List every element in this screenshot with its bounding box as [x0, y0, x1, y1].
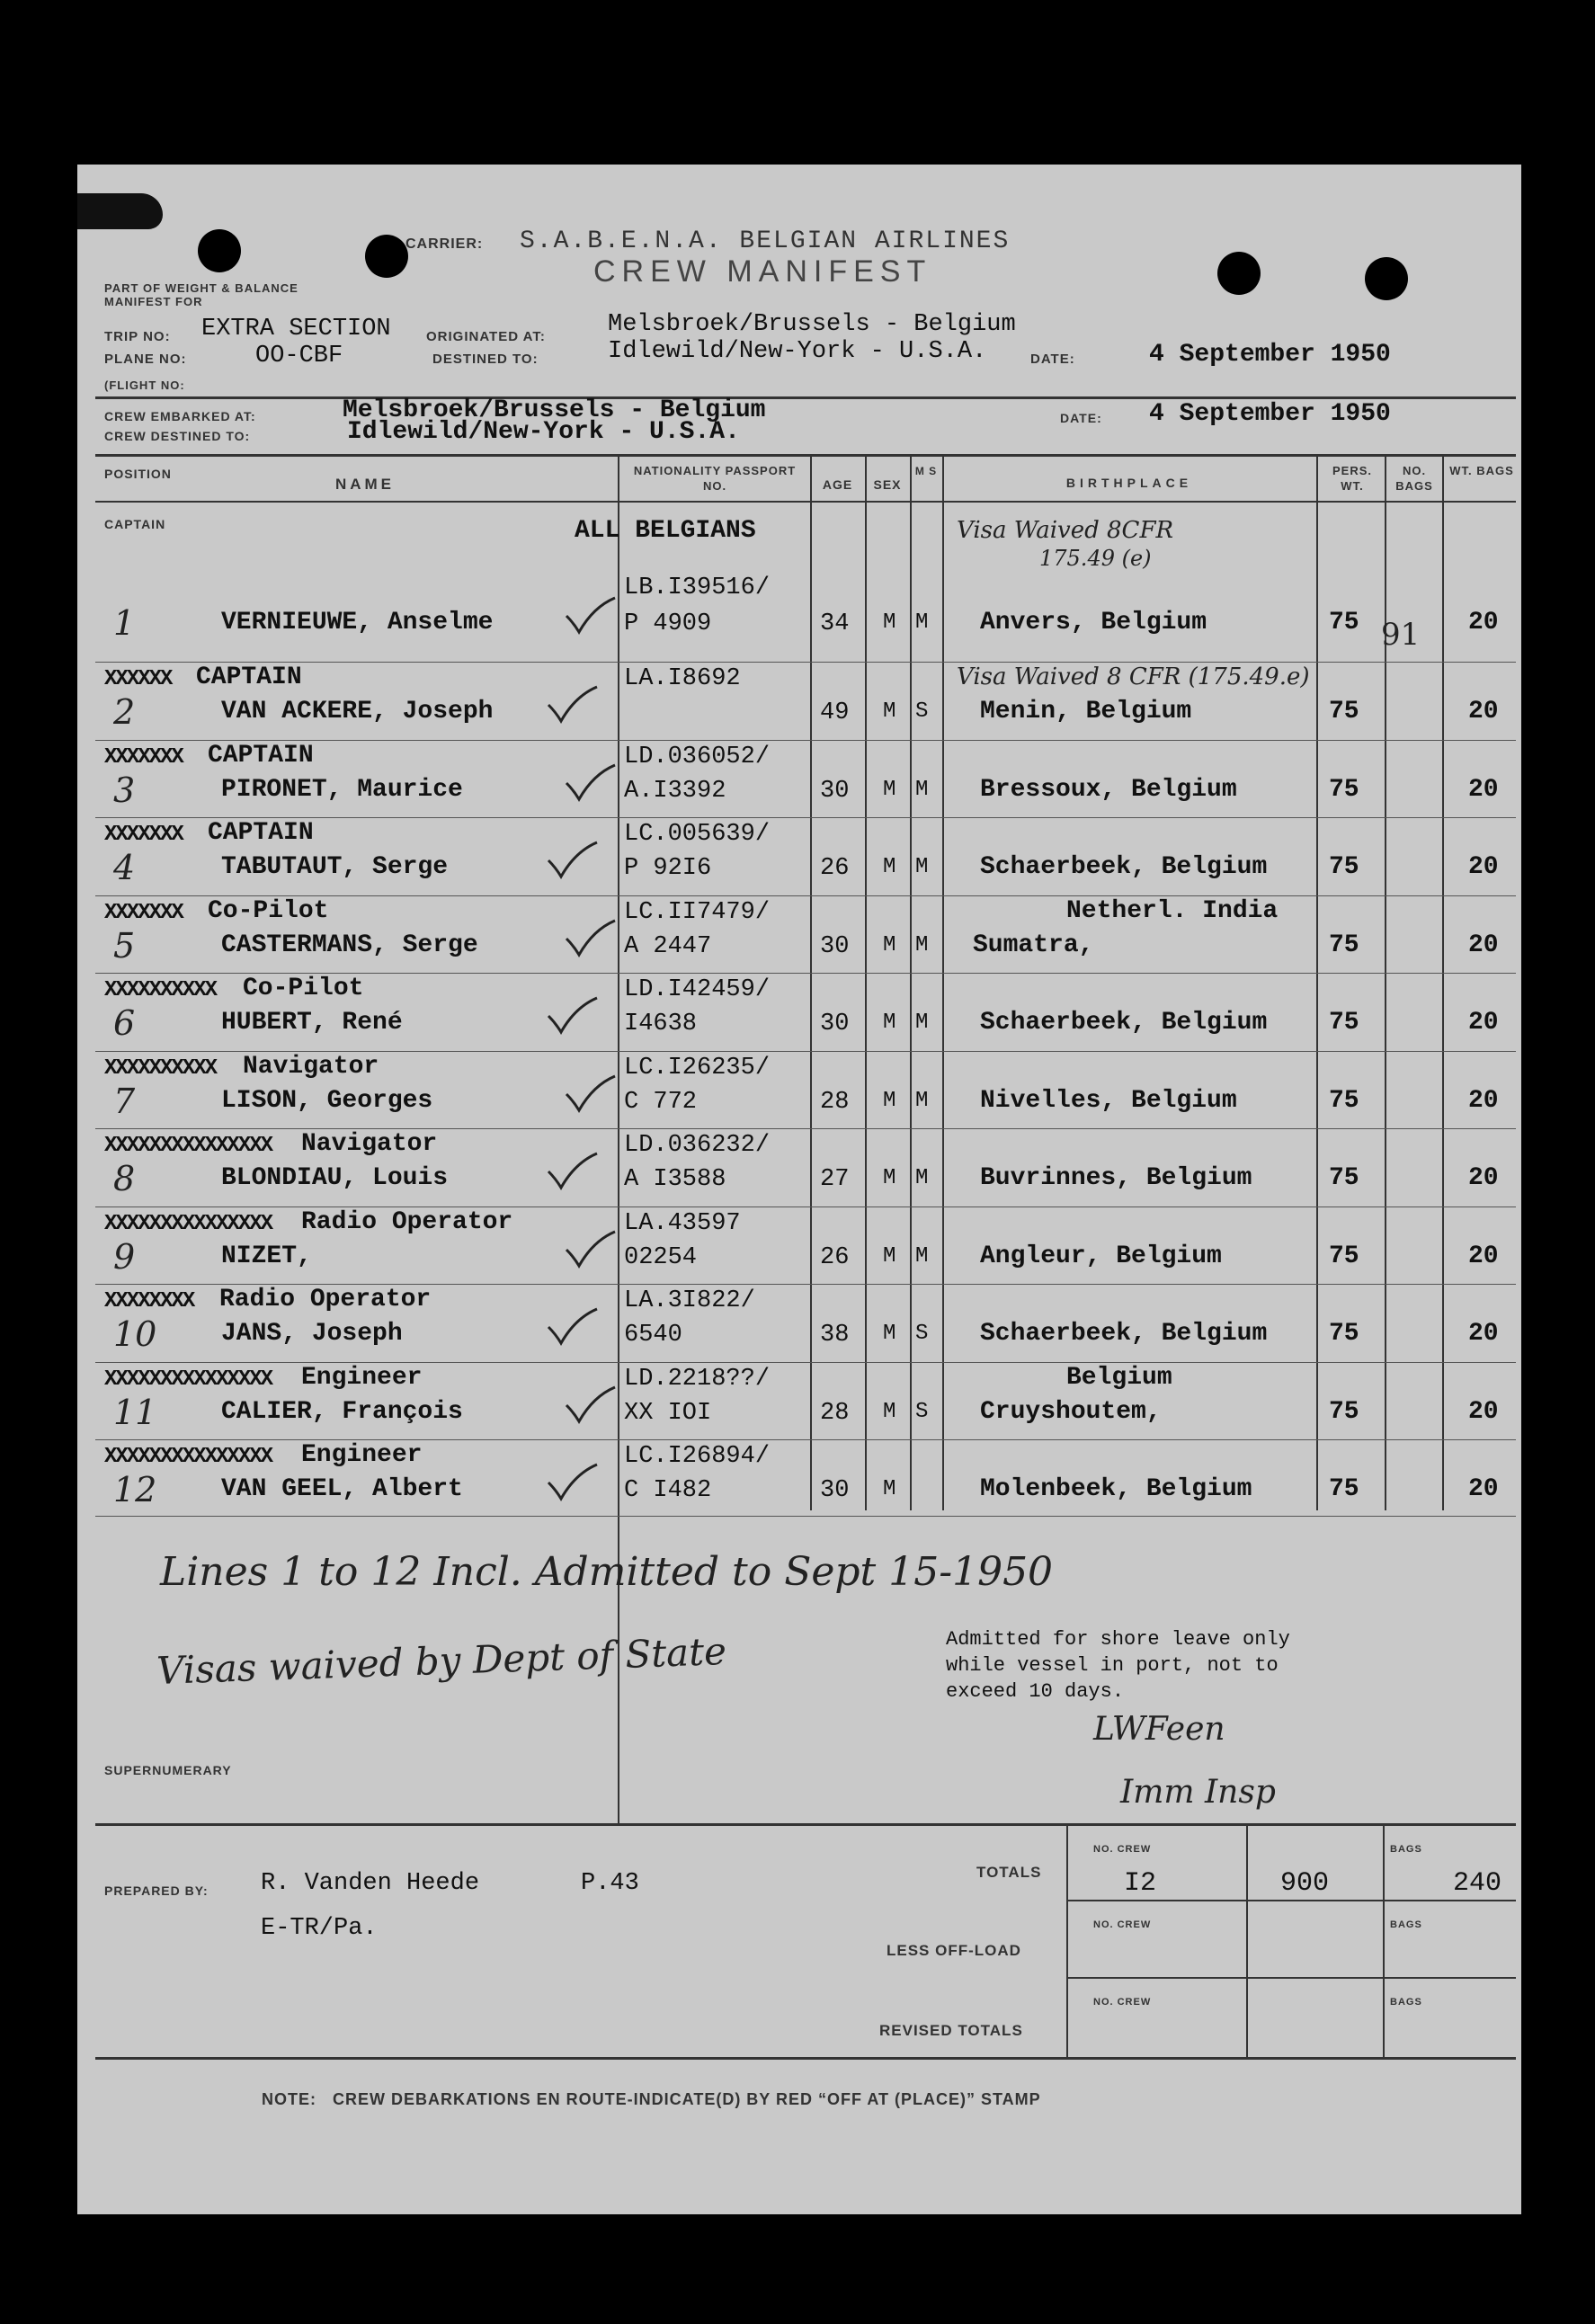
- sex: M: [883, 1477, 896, 1501]
- marital-status: M: [915, 1166, 929, 1190]
- row-divider: [95, 1051, 1516, 1052]
- birthplace: Buvrinnes, Belgium: [980, 1164, 1252, 1192]
- col-line: [1385, 454, 1386, 1510]
- page-title: CREW MANIFEST: [593, 254, 932, 289]
- passport-no: LD.036052/: [624, 744, 771, 770]
- passport-no: LC.II7479/: [624, 899, 771, 926]
- bags-weight: 20: [1468, 1242, 1499, 1270]
- crew-date: 4 September 1950: [1149, 400, 1391, 428]
- sex: M: [883, 610, 896, 635]
- divider: [95, 2057, 1516, 2060]
- bags-weight: 20: [1468, 931, 1499, 959]
- birthplace: Cruyshoutem,: [980, 1398, 1162, 1426]
- pers-weight: 75: [1329, 1398, 1359, 1426]
- visa-note: Visa Waived 8CFR: [957, 517, 1174, 544]
- torn-corner: [77, 193, 163, 229]
- crew-position: Navigator: [301, 1130, 438, 1158]
- shore-leave-line: Admitted for shore leave only: [946, 1628, 1290, 1651]
- bags-weight: 20: [1468, 853, 1499, 881]
- passport-no: LC.I26894/: [624, 1443, 771, 1470]
- col-line: [618, 454, 619, 1825]
- crew-name: JANS, Joseph: [221, 1320, 403, 1348]
- col-pers-wt: PERS. WT.: [1332, 464, 1372, 493]
- shore-leave-line: while vessel in port, not to: [946, 1654, 1279, 1677]
- crew-position: Radio Operator: [219, 1286, 432, 1313]
- totals-label: TOTALS: [976, 1864, 1042, 1881]
- struck-position: XXXXXXXXXXXXXXX: [104, 1367, 272, 1392]
- bags-weight: 20: [1468, 1398, 1499, 1426]
- marital-status: M: [915, 855, 929, 879]
- totals-line: [1066, 1900, 1516, 1901]
- check-mark-icon: [563, 1385, 617, 1425]
- row-divider: [95, 1439, 1516, 1440]
- sex: M: [883, 778, 896, 802]
- check-mark-icon: [545, 1152, 599, 1191]
- row-divider: [95, 740, 1516, 741]
- col-line: [1316, 454, 1318, 1510]
- crew-embarked-label: CREW EMBARKED AT:: [104, 409, 256, 423]
- sex: M: [883, 1166, 896, 1190]
- sex: M: [883, 1322, 896, 1346]
- check-mark-icon: [563, 1074, 617, 1114]
- trip-no-label: TRIP NO:: [104, 329, 171, 344]
- marital-status: S: [915, 1322, 929, 1346]
- marital-status: M: [915, 933, 929, 957]
- row-divider: [95, 895, 1516, 896]
- sex: M: [883, 855, 896, 879]
- birthplace: Nivelles, Belgium: [980, 1087, 1237, 1115]
- sex: M: [883, 699, 896, 724]
- col-age: AGE: [822, 477, 853, 492]
- part-of-label: PART OF WEIGHT & BALANCE MANIFEST FOR: [104, 281, 299, 308]
- crew-position: Co-Pilot: [208, 897, 329, 925]
- divider: [95, 1823, 1516, 1826]
- crew-destined-label: CREW DESTINED TO:: [104, 429, 251, 443]
- row-number: 1: [113, 603, 136, 643]
- all-belgians-note: ALL BELGIANS: [575, 517, 756, 545]
- check-mark-icon: [545, 1307, 599, 1347]
- handwritten-admission-note: Lines 1 to 12 Incl. Admitted to Sept 15-1950: [160, 1549, 1054, 1595]
- row-number: 9: [113, 1237, 136, 1277]
- crew-name: NIZET,: [221, 1242, 312, 1270]
- row-number: 2: [113, 692, 136, 732]
- divider: [95, 396, 1516, 399]
- check-mark-icon: [563, 596, 617, 636]
- marital-status: S: [915, 699, 929, 724]
- prepared-ref: P.43: [581, 1870, 639, 1897]
- passport-no: 02254: [624, 1244, 698, 1271]
- footer-note: NOTE: CREW DEBARKATIONS EN ROUTE-INDICATE(D) BY RED “OFF AT (PLACE)” STAMP: [262, 2090, 1041, 2108]
- marital-status: M: [915, 778, 929, 802]
- age: 28: [820, 1400, 850, 1427]
- crew-name: CASTERMANS, Serge: [221, 931, 478, 959]
- crew-position: CAPTAIN: [208, 742, 314, 770]
- check-mark-icon: [545, 996, 599, 1036]
- row-number: 6: [113, 1003, 136, 1043]
- row-number: 5: [113, 926, 136, 966]
- bags-weight: 20: [1468, 609, 1499, 637]
- crew-name: HUBERT, René: [221, 1009, 403, 1037]
- check-mark-icon: [563, 919, 617, 958]
- destined-to-label: DESTINED TO:: [432, 352, 539, 367]
- check-mark-icon: [545, 841, 599, 880]
- visa-note: 175.49 (e): [1039, 546, 1152, 571]
- col-line: [942, 454, 944, 1510]
- passport-no: LC.005639/: [624, 821, 771, 848]
- passport-no: A 2447: [624, 933, 712, 960]
- passport-no: A I3588: [624, 1166, 726, 1193]
- col-nationality: NATIONALITY PASSPORT NO.: [633, 464, 797, 493]
- carrier-label: CARRIER:: [405, 236, 484, 252]
- no-crew-label: NO. CREW: [1093, 1844, 1152, 1855]
- inspector-title: Imm Insp: [1120, 1774, 1276, 1811]
- check-mark-icon: [545, 1463, 599, 1502]
- pers-weight: 75: [1329, 1009, 1359, 1037]
- bags-weight: 20: [1468, 776, 1499, 804]
- punch-hole: [198, 229, 241, 272]
- sex: M: [883, 1400, 896, 1424]
- birthplace: Schaerbeek, Belgium: [980, 853, 1268, 881]
- pers-weight: 75: [1329, 931, 1359, 959]
- passport-no: XX IOI: [624, 1400, 712, 1427]
- bags-weight: 20: [1468, 1087, 1499, 1115]
- totals-line: [1383, 1825, 1385, 2059]
- revised-totals-label: REVISED TOTALS: [879, 2022, 1023, 2039]
- passport-no: LD.036232/: [624, 1132, 771, 1159]
- crew-position: Co-Pilot: [243, 975, 364, 1002]
- struck-position: XXXXXXXXXX: [104, 978, 217, 1002]
- passport-no: LB.I39516/: [624, 574, 771, 601]
- prepared-by-label: PREPARED BY:: [104, 1883, 209, 1898]
- crew-position: Engineer: [301, 1441, 423, 1469]
- pers-weight: 75: [1329, 1087, 1359, 1115]
- row-divider: [95, 662, 1516, 663]
- less-offload-label: LESS OFF-LOAD: [887, 1942, 1021, 1959]
- passport-no: C 772: [624, 1089, 698, 1116]
- supernumerary-label: SUPERNUMERARY: [104, 1763, 232, 1777]
- bags-weight: 20: [1468, 1009, 1499, 1037]
- col-birthplace: BIRTHPLACE: [1065, 476, 1193, 490]
- birthplace: Belgium: [1066, 1364, 1172, 1392]
- passport-no: LC.I26235/: [624, 1055, 771, 1082]
- struck-position: XXXXXX: [104, 667, 172, 691]
- row-number: 4: [113, 848, 136, 887]
- pers-weight: 75: [1329, 1320, 1359, 1348]
- row-number: 8: [113, 1159, 136, 1198]
- birthplace: Molenbeek, Belgium: [980, 1475, 1252, 1503]
- visa-note: Visa Waived 8 CFR (175.49.e): [957, 663, 1310, 690]
- plane-no-label: PLANE NO:: [104, 352, 187, 367]
- check-mark-icon: [545, 685, 599, 725]
- punch-hole: [1217, 252, 1261, 295]
- marital-status: M: [915, 610, 929, 635]
- marital-status: M: [915, 1244, 929, 1269]
- total-bags: 240: [1453, 1868, 1502, 1899]
- sex: M: [883, 1244, 896, 1269]
- birthplace: Netherl. India: [1066, 897, 1279, 925]
- passport-no: LD.I42459/: [624, 976, 771, 1003]
- carrier-name: S.A.B.E.N.A. BELGIAN AIRLINES: [520, 227, 1011, 255]
- bags-weight: 20: [1468, 1475, 1499, 1503]
- inspector-signature: LWFeen: [1093, 1711, 1225, 1748]
- struck-position: XXXXXXXX: [104, 1289, 194, 1313]
- crew-name: BLONDIAU, Louis: [221, 1164, 449, 1192]
- crew-name: PIRONET, Maurice: [221, 776, 463, 804]
- total-crew: I2: [1124, 1868, 1157, 1899]
- totals-line: [1066, 1825, 1068, 2059]
- originated-at: Melsbroek/Brussels - Belgium: [608, 311, 1016, 338]
- row-number: 7: [113, 1082, 136, 1121]
- age: 30: [820, 778, 850, 805]
- captain-label: CAPTAIN: [104, 517, 166, 531]
- punch-hole: [365, 235, 408, 278]
- check-mark-icon: [563, 1230, 617, 1269]
- passport-no: P 92I6: [624, 855, 712, 882]
- punch-hole: [1365, 257, 1408, 300]
- col-position: POSITION: [104, 467, 172, 481]
- birthplace: Schaerbeek, Belgium: [980, 1320, 1268, 1348]
- originated-at-label: ORIGINATED AT:: [426, 329, 546, 344]
- marital-status: S: [915, 1400, 929, 1424]
- row-divider: [95, 817, 1516, 818]
- age: 26: [820, 855, 850, 882]
- crew-name: CALIER, François: [221, 1398, 463, 1426]
- destined-to: Idlewild/New-York - U.S.A.: [608, 338, 987, 365]
- row-number: 11: [113, 1393, 157, 1432]
- bags-label: BAGS: [1390, 1844, 1422, 1855]
- row-number: 12: [113, 1470, 157, 1509]
- birthplace: Menin, Belgium: [980, 698, 1192, 726]
- passport-no: LA.3I822/: [624, 1287, 755, 1314]
- pers-weight: 75: [1329, 1475, 1359, 1503]
- col-line: [1442, 454, 1444, 1510]
- flight-no-label: (FLIGHT NO:: [104, 378, 185, 392]
- bags-label: BAGS: [1390, 1919, 1422, 1930]
- age: 30: [820, 1011, 850, 1037]
- pers-weight: 75: [1329, 776, 1359, 804]
- struck-position: XXXXXXXXXXXXXXX: [104, 1212, 272, 1236]
- pers-weight: 75: [1329, 853, 1359, 881]
- struck-position: XXXXXXXXXXXXXXX: [104, 1445, 272, 1469]
- col-line: [810, 454, 812, 1510]
- crew-position: Radio Operator: [301, 1208, 513, 1236]
- crew-name: VERNIEUWE, Anselme: [221, 609, 494, 637]
- crew-position: CAPTAIN: [208, 819, 314, 847]
- crew-position: CAPTAIN: [196, 663, 302, 691]
- sex: M: [883, 933, 896, 957]
- no-crew-label: NO. CREW: [1093, 1997, 1152, 2008]
- marital-status: M: [915, 1011, 929, 1035]
- crew-name: TABUTAUT, Serge: [221, 853, 449, 881]
- passport-no: I4638: [624, 1011, 698, 1037]
- sex: M: [883, 1011, 896, 1035]
- total-weight: 900: [1280, 1868, 1330, 1899]
- struck-position: XXXXXXX: [104, 823, 183, 847]
- birthplace: Angleur, Belgium: [980, 1242, 1222, 1270]
- birthplace: Schaerbeek, Belgium: [980, 1009, 1268, 1037]
- bags-weight: 20: [1468, 1320, 1499, 1348]
- date-label: DATE:: [1030, 352, 1075, 367]
- age: 28: [820, 1089, 850, 1116]
- manifest-sheet: [77, 165, 1521, 2214]
- col-line: [865, 454, 867, 1510]
- passport-no: A.I3392: [624, 778, 726, 805]
- bags-label: BAGS: [1390, 1997, 1422, 2008]
- passport-no: LA.I8692: [624, 665, 741, 692]
- birthplace: Sumatra,: [973, 931, 1094, 959]
- crew-name: VAN ACKERE, Joseph: [221, 698, 494, 726]
- date: 4 September 1950: [1149, 341, 1391, 369]
- no-crew-label: NO. CREW: [1093, 1919, 1152, 1930]
- crew-destined: Idlewild/New-York - U.S.A.: [347, 418, 740, 446]
- col-line: [910, 454, 912, 1510]
- row-number: 3: [113, 770, 136, 810]
- age: 49: [820, 699, 850, 726]
- totals-line: [1246, 1825, 1248, 2059]
- marital-status: M: [915, 1089, 929, 1113]
- passport-no: P 4909: [624, 610, 712, 637]
- crew-position: Navigator: [243, 1053, 379, 1081]
- crew-name: VAN GEEL, Albert: [221, 1475, 463, 1503]
- col-no-bags: NO. BAGS: [1395, 464, 1433, 493]
- prepared-dept: E-TR/Pa.: [261, 1915, 378, 1942]
- totals-line: [1066, 1977, 1516, 1979]
- row-divider: [95, 1516, 1516, 1517]
- sex: M: [883, 1089, 896, 1113]
- age: 30: [820, 1477, 850, 1504]
- trip-no: EXTRA SECTION: [201, 316, 391, 343]
- pers-weight: 75: [1329, 698, 1359, 726]
- age: 30: [820, 933, 850, 960]
- col-sex: SEX: [873, 477, 902, 492]
- crew-position: Engineer: [301, 1364, 423, 1392]
- crew-date-label: DATE:: [1060, 411, 1102, 425]
- age: 38: [820, 1322, 850, 1349]
- header-bottom: [95, 501, 1516, 503]
- crew-name: LISON, Georges: [221, 1087, 433, 1115]
- bags-weight: 20: [1468, 1164, 1499, 1192]
- birthplace: Anvers, Belgium: [980, 609, 1207, 637]
- passport-no: LD.2218??/: [624, 1366, 771, 1393]
- passport-no: 6540: [624, 1322, 682, 1349]
- row-divider: [95, 1284, 1516, 1285]
- prepared-by: R. Vanden Heede: [261, 1870, 480, 1897]
- check-mark-icon: [563, 763, 617, 803]
- age: 27: [820, 1166, 850, 1193]
- pers-weight: 75: [1329, 1164, 1359, 1192]
- pers-weight: 75: [1329, 1242, 1359, 1270]
- plane-no: OO-CBF: [255, 343, 343, 370]
- bags-note: 91: [1381, 617, 1421, 653]
- handwritten-visa-note: Visas waived by Dept of State: [156, 1628, 727, 1694]
- table-top: [95, 454, 1516, 457]
- struck-position: XXXXXXX: [104, 901, 183, 925]
- pers-weight: 75: [1329, 609, 1359, 637]
- passport-no: C I482: [624, 1477, 712, 1504]
- col-name: NAME: [334, 476, 396, 493]
- struck-position: XXXXXXXXXXXXXXX: [104, 1134, 272, 1158]
- crew-embarked: Melsbroek/Brussels - Belgium: [343, 396, 766, 424]
- col-ms: M S: [914, 465, 938, 477]
- age: 26: [820, 1244, 850, 1271]
- struck-position: XXXXXXX: [104, 745, 183, 770]
- col-wt-bags: WT. BAGS: [1449, 464, 1514, 477]
- birthplace: Bressoux, Belgium: [980, 776, 1237, 804]
- struck-position: XXXXXXXXXX: [104, 1056, 217, 1081]
- row-divider: [95, 1362, 1516, 1363]
- row-divider: [95, 973, 1516, 974]
- age: 34: [820, 610, 850, 637]
- row-divider: [95, 1128, 1516, 1129]
- shore-leave-line: exceed 10 days.: [946, 1680, 1125, 1703]
- bags-weight: 20: [1468, 698, 1499, 726]
- passport-no: LA.43597: [624, 1210, 741, 1237]
- row-number: 10: [113, 1314, 157, 1354]
